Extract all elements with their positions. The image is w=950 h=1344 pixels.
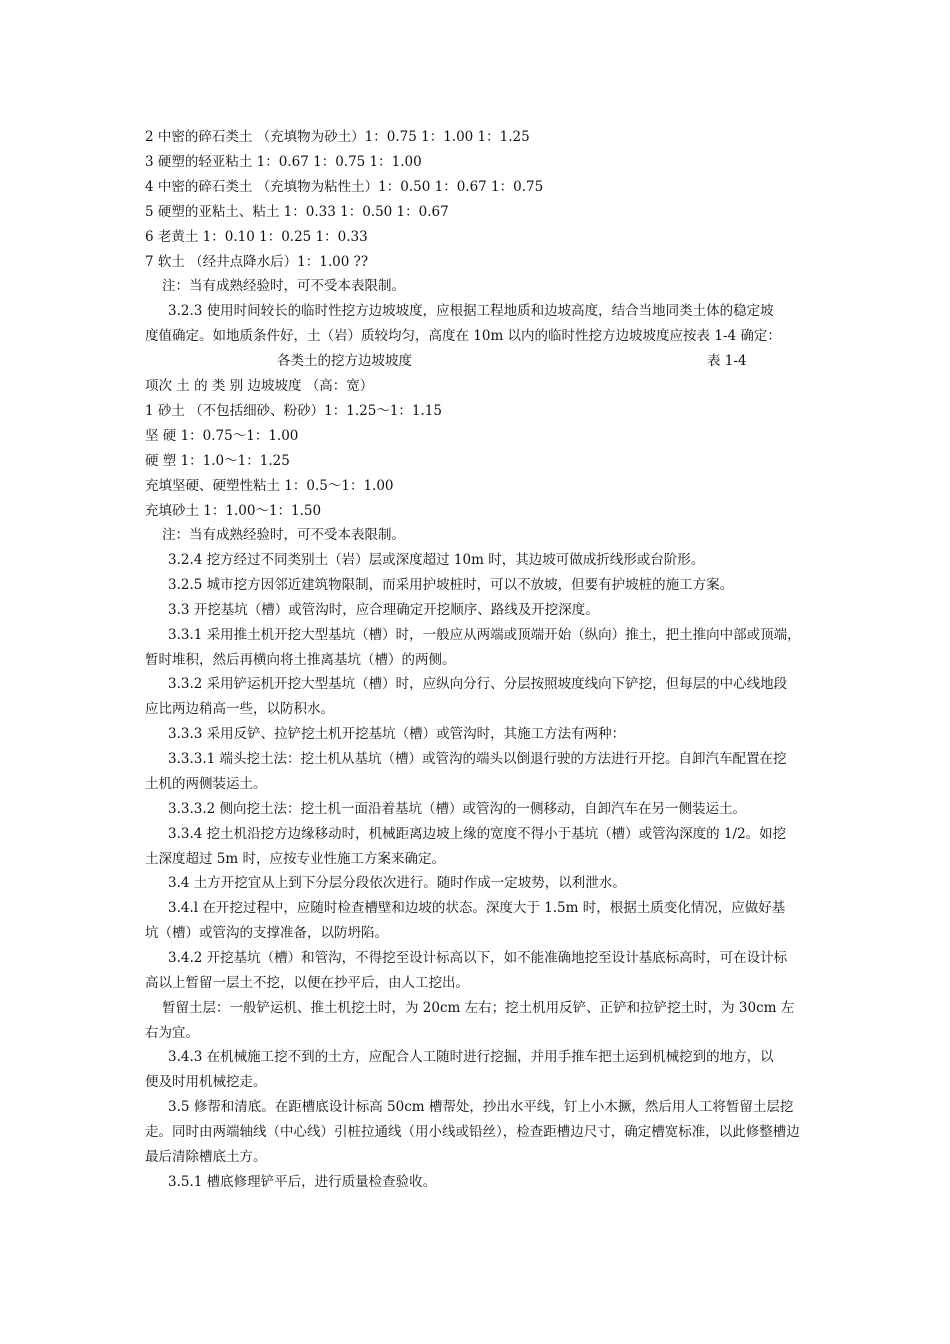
paragraph-line: 右为宜。 <box>145 1025 199 1041</box>
paragraph-line: 最后清除槽底土方。 <box>145 1149 267 1165</box>
paragraph-line: 坑（槽）或管沟的支撑准备，以防坍陷。 <box>145 925 388 941</box>
paragraph-line: 3.3.3.2 侧向挖土法：挖土机一面沿着基坑（槽）或管沟的一侧移动，自卸汽车在另一侧装运土。 <box>168 801 747 817</box>
paragraph-line: 3.2.3 使用时间较长的临时性挖方边坡坡度，应根据工程地质和边坡高度，结合当地同类土体的稳定坡 <box>168 303 774 319</box>
paragraph-line: 3.3.2 采用铲运机开挖大型基坑（槽）时，应纵向分行、分层按照坡度线向下铲挖，但每层的中心线地段 <box>168 676 788 692</box>
paragraph-line: 走。同时由两端轴线（中心线）引桩拉通线（用小线或铅丝），检查距槽边尺寸，确定槽宽标准，以此修整槽边 <box>145 1124 800 1140</box>
paragraph-line: 3.3.3.1 端头挖土法：挖土机从基坑（槽）或管沟的端头以倒退行驶的方法进行开挖。自卸汽车配置在挖 <box>168 751 787 767</box>
paragraph-line: 3.5 修帮和清底。在距槽底设计标高 50cm 槽帮处，抄出水平线，钉上小木撅，然后用人工将暂留土层挖 <box>168 1099 794 1115</box>
paragraph-line: 暂时堆积，然后再横向将土推离基坑（槽）的两侧。 <box>145 652 456 668</box>
table-row: 3 硬塑的轻亚粘土 1：0.67 1：0.75 1：1.00 <box>145 154 422 170</box>
paragraph-line: 土机的两侧装运土。 <box>145 776 267 792</box>
table-number: 表 1-4 <box>707 353 747 369</box>
paragraph-line: 土深度超过 5m 时，应按专业性施工方案来确定。 <box>145 851 445 867</box>
paragraph-line: 3.3 开挖基坑（槽）或管沟时，应合理确定开挖顺序、路线及开挖深度。 <box>168 602 599 618</box>
paragraph-line: 便及时用机械挖走。 <box>145 1074 267 1090</box>
paragraph-line: 3.4.l 在开挖过程中，应随时检查槽壁和边坡的状态。深度大于 1.5m 时，根据土质变化情况，应做好基 <box>168 900 786 916</box>
table-row: 7 软土 （经井点降水后）1：1.00 ?? <box>145 254 369 270</box>
table-row: 2 中密的碎石类土 （充填物为砂土）1：0.75 1：1.00 1：1.25 <box>145 129 530 145</box>
table-row: 4 中密的碎石类土 （充填物为粘性土）1：0.50 1：0.67 1：0.75 <box>145 179 544 195</box>
paragraph-line: 应比两边稍高一些，以防积水。 <box>145 701 334 717</box>
paragraph-line: 3.4 土方开挖宜从上到下分层分段依次进行。随时作成一定坡势，以利泄水。 <box>168 875 626 891</box>
table-row: 坚 硬 1：0.75～1：1.00 <box>145 428 299 444</box>
table-row: 5 硬塑的亚粘土、粘土 1：0.33 1：0.50 1：0.67 <box>145 204 449 220</box>
table-row: 1 砂土 （不包括细砂、粉砂）1：1.25～1：1.15 <box>145 403 442 419</box>
paragraph-line: 3.2.4 挖方经过不同类别土（岩）层或深度超过 10m 时，其边坡可做成折线形或台阶形。 <box>168 552 705 568</box>
paragraph-line: 3.4.2 开挖基坑（槽）和管沟，不得挖至设计标高以下，如不能准确地挖至设计基底标高时，可在设计标 <box>168 950 788 966</box>
table-caption: 各类土的挖方边坡坡度 <box>277 353 412 369</box>
paragraph-line: 度值确定。如地质条件好，土（岩）质较均匀，高度在 10m 以内的临时性挖方边坡坡度应按表 1-4 确定： <box>145 328 781 344</box>
paragraph-line: 3.2.5 城市挖方因邻近建筑物限制，而采用护坡桩时，可以不放坡，但要有护坡桩的施工方案。 <box>168 577 734 593</box>
table-row: 硬 塑 1：1.0～1：1.25 <box>145 453 290 469</box>
paragraph-line: 高以上暂留一层土不挖，以便在抄平后，由人工挖出。 <box>145 975 469 991</box>
paragraph-line: 3.3.1 采用推土机开挖大型基坑（槽）时，一般应从两端或顶端开始（纵向）推土，把土推向中部或顶端， <box>168 627 801 643</box>
table-note: 注：当有成熟经验时，可不受本表限制。 <box>162 527 405 543</box>
table-row: 6 老黄土 1：0.10 1：0.25 1：0.33 <box>145 229 368 245</box>
paragraph-line: 暂留土层：一般铲运机、推土机挖土时，为 20cm 左右；挖土机用反铲、正铲和拉铲挖土时，为 30cm 左 <box>162 1000 795 1016</box>
table-row: 充填砂土 1：1.00～1：1.50 <box>145 503 322 519</box>
paragraph-line: 3.3.4 挖土机沿挖方边缘移动时，机械距离边坡上缘的宽度不得小于基坑（槽）或管沟深度的 1/2。如挖 <box>168 826 787 842</box>
paragraph-line: 3.3.3 采用反铲、拉铲挖土机开挖基坑（槽）或管沟时，其施工方法有两种： <box>168 726 626 742</box>
table-header: 项次 土 的 类 别 边坡坡度 （高：宽） <box>145 378 374 394</box>
table-row: 充填坚硬、硬塑性粘土 1：0.5～1：1.00 <box>145 478 394 494</box>
table-note: 注：当有成熟经验时，可不受本表限制。 <box>162 278 405 294</box>
paragraph-line: 3.4.3 在机械施工挖不到的土方，应配合人工随时进行挖掘，并用手推车把土运到机械挖到的地方，以 <box>168 1049 774 1065</box>
paragraph-line: 3.5.1 槽底修理铲平后，进行质量检查验收。 <box>168 1174 437 1190</box>
